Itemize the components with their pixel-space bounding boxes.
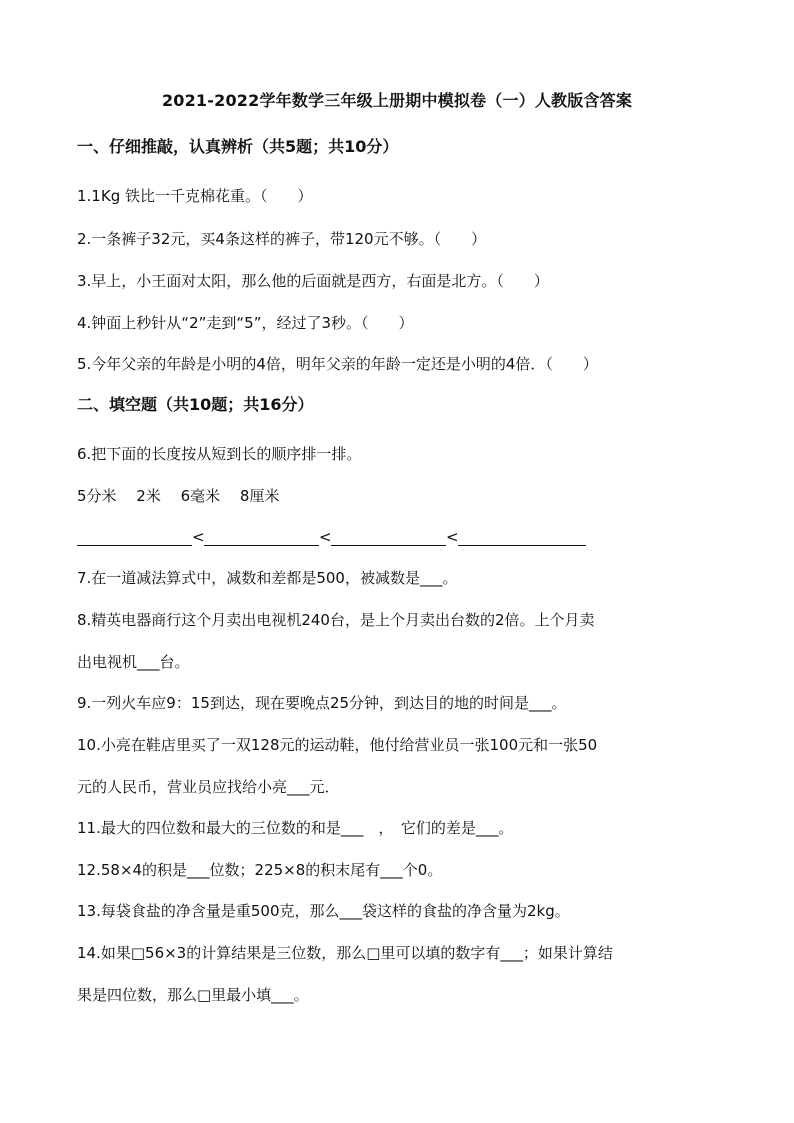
question-14-line-2: 果是四位数，那么□里最小填___。: [77, 986, 309, 1004]
answer-blank[interactable]: [204, 529, 319, 546]
section-heading-fill-in: 二、填空题（共10题；共16分）: [77, 395, 314, 414]
question-2: 2.一条裤子32元，买4条这样的裤子，带120元不够。（ ）: [77, 230, 487, 248]
question-9: 9.一列火车应9：15到达，现在要晚点25分钟，到达目的地的时间是___。: [77, 694, 567, 712]
question-3: 3.早上，小王面对太阳，那么他的后面就是西方，右面是北方。（ ）: [77, 272, 549, 290]
answer-blank[interactable]: [331, 529, 446, 546]
question-11: 11.最大的四位数和最大的三位数的和是___ ， 它们的差是___。: [77, 819, 514, 837]
less-than-sign: <: [319, 528, 332, 546]
question-10-line-1: 10.小亮在鞋店里买了一双128元的运动鞋，他付给营业员一张100元和一张50: [77, 736, 598, 754]
question-4: 4.钟面上秒针从“2”走到“5”，经过了3秒。（ ）: [77, 314, 414, 332]
question-6-answer-blanks: [77, 528, 722, 546]
question-7: 7.在一道减法算式中，减数和差都是500，被减数是___。: [77, 569, 458, 587]
question-6: 6.把下面的长度按从短到长的顺序排一排。: [77, 445, 362, 463]
less-than-sign: <: [446, 528, 459, 546]
section-heading-judgement: 一、仔细推敲，认真辨析（共5题；共10分）: [77, 137, 399, 156]
document-title: 2021-2022学年数学三年级上册期中模拟卷（一）人教版含答案: [161, 91, 633, 110]
less-than-sign: <: [192, 528, 205, 546]
question-8-line-1: 8.精英电器商行这个月卖出电视机240台，是上个月卖出台数的2倍。上个月卖: [77, 611, 595, 629]
answer-blank[interactable]: [77, 529, 192, 546]
question-1: 1.1Kg 铁比一千克棉花重。（ ）: [77, 187, 313, 205]
question-10-line-2: 元的人民币，营业员应找给小亮___元．: [77, 778, 340, 796]
question-6-lengths: 5分米 2米 6毫米 8厘米: [77, 487, 280, 505]
answer-blank[interactable]: [458, 529, 586, 546]
question-14-line-1: 14.如果□56×3的计算结果是三位数，那么□里可以填的数字有___；如果计算结: [77, 944, 613, 962]
question-5: 5.今年父亲的年龄是小明的4倍，明年父亲的年龄一定还是小明的4倍．（ ）: [77, 355, 598, 373]
question-8-line-2: 出电视机___台。: [77, 653, 190, 671]
question-12: 12.58×4的积是___位数；225×8的积末尾有___个0。: [77, 861, 443, 879]
question-13: 13.每袋食盐的净含量是重500克，那么___袋这样的食盐的净含量为2kg。: [77, 902, 570, 920]
